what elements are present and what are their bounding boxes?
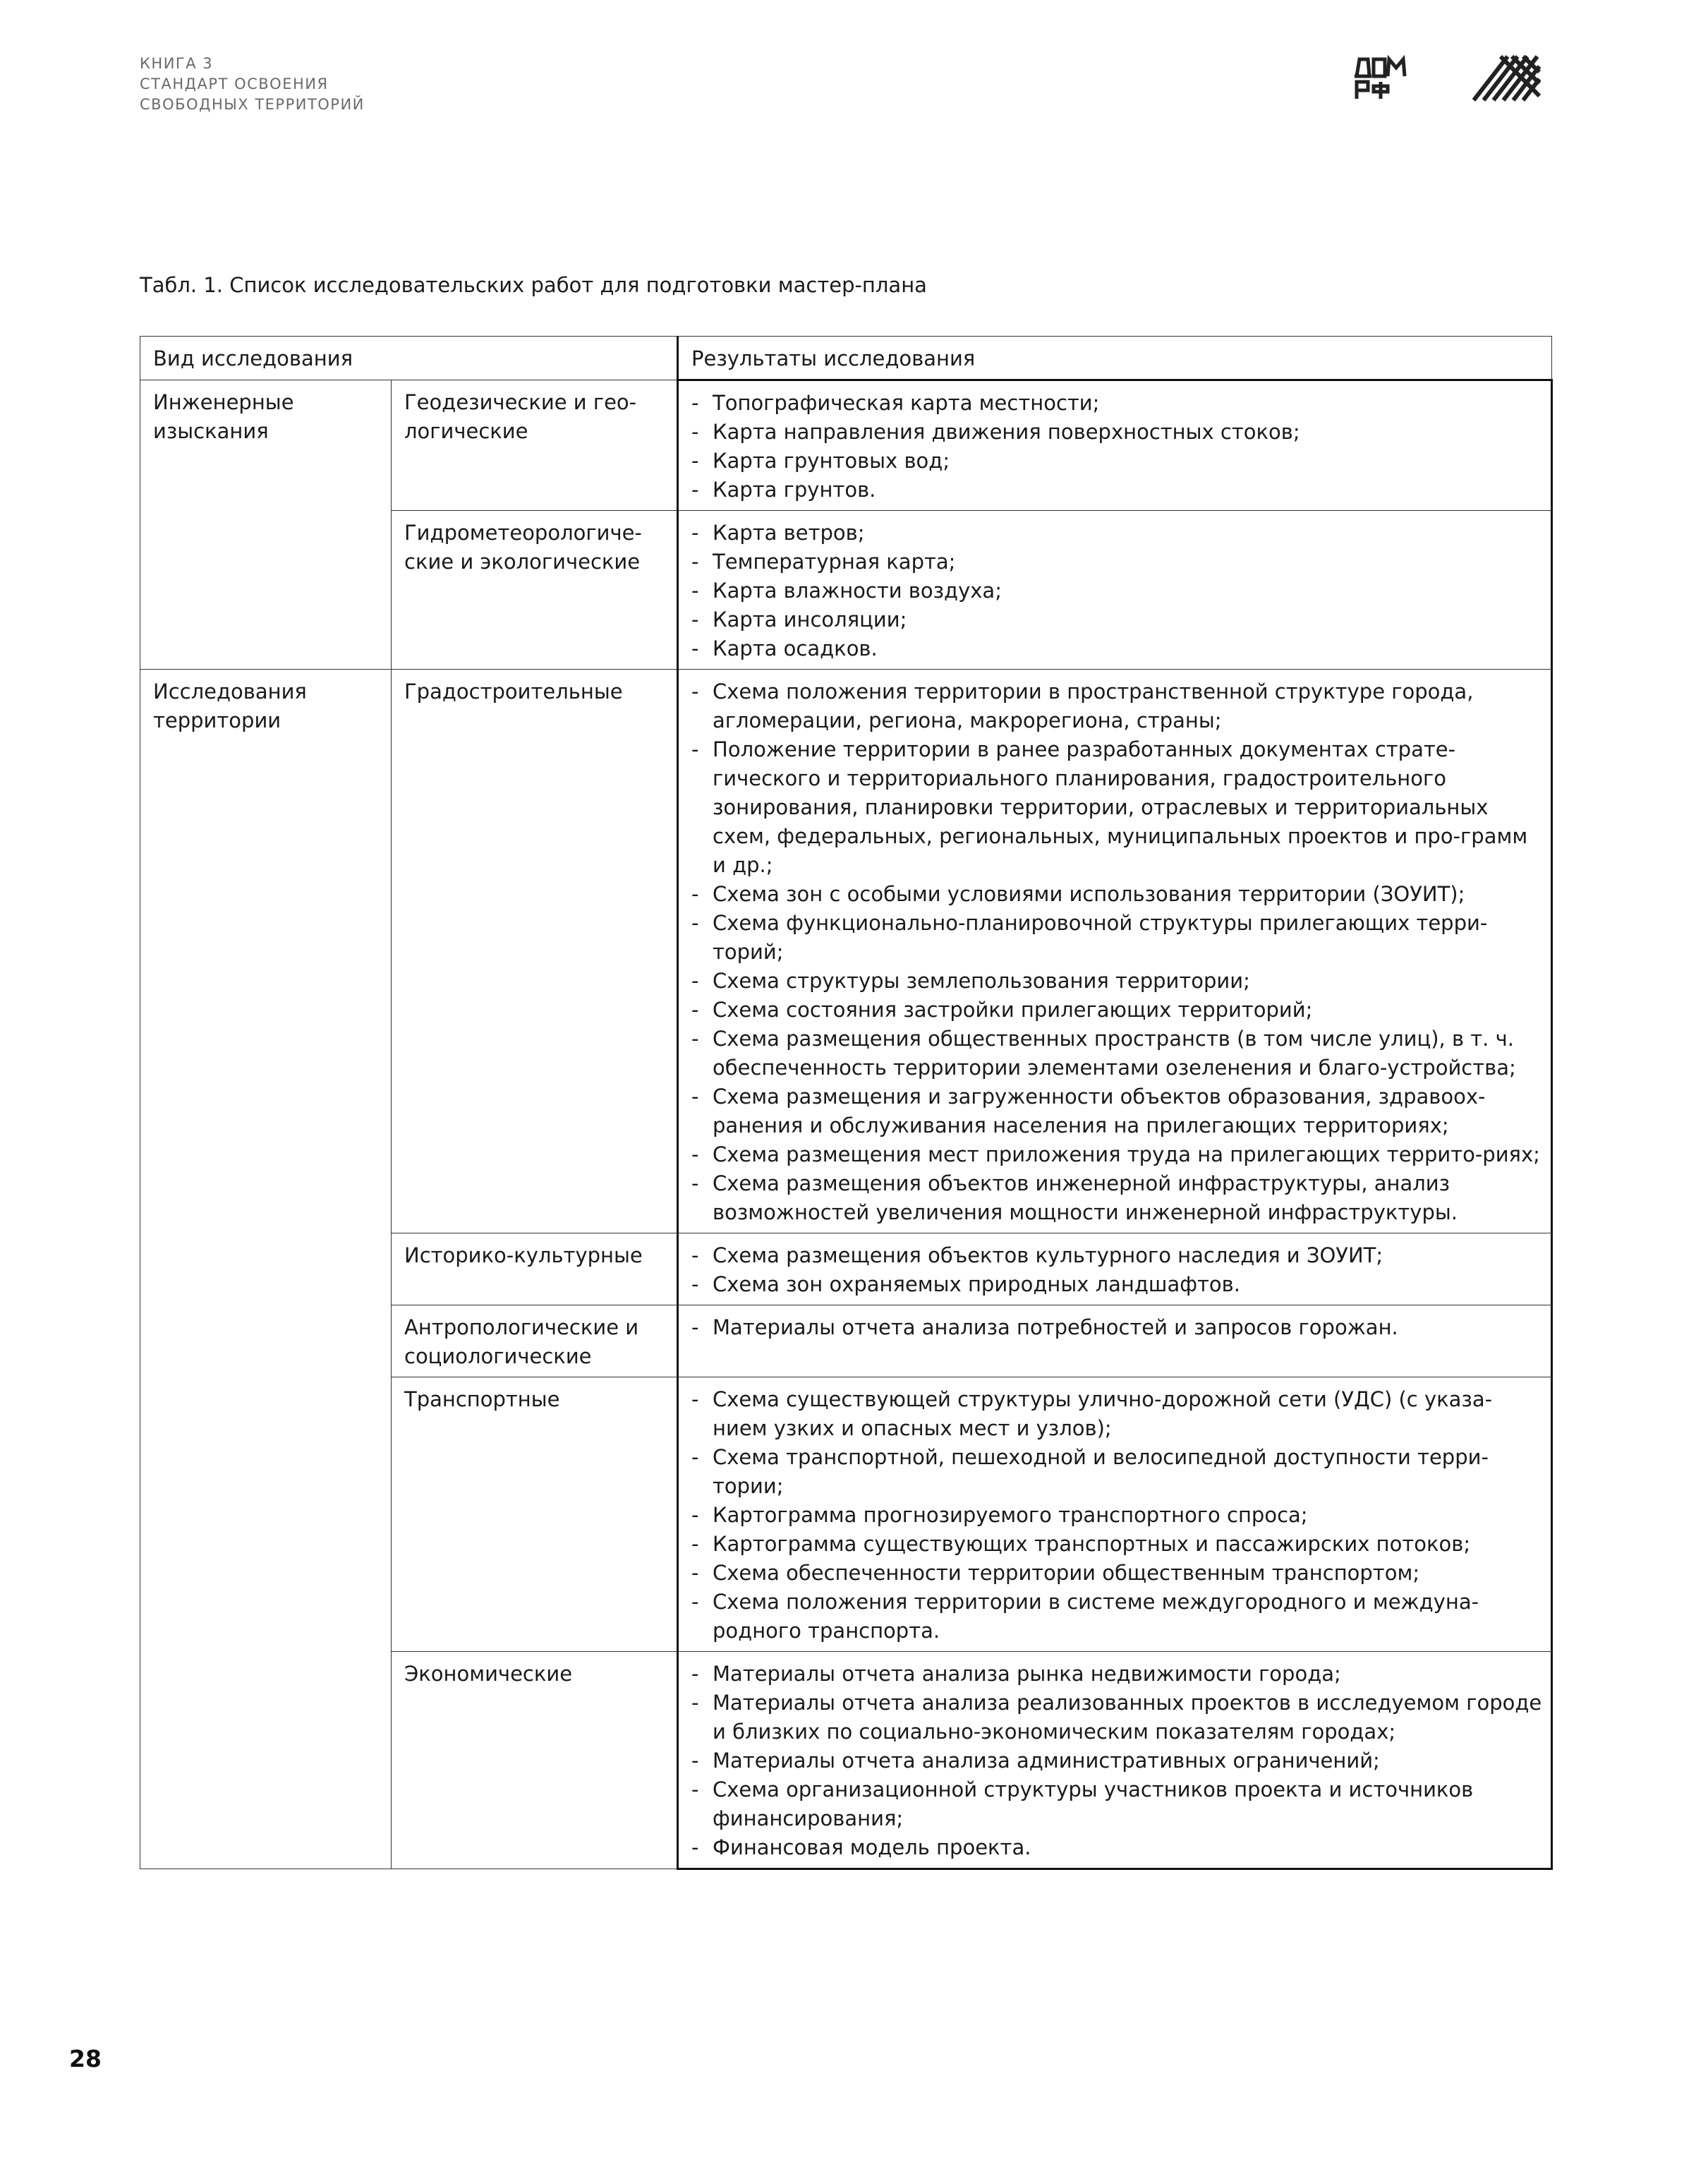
results-list (689, 1241, 1544, 1299)
result-item: - Схема положения территории в пространственной структуре города, агломерации, региона, макрорегиона, страны; (689, 677, 1544, 735)
result-item: - Картограмма существующих транспортных и пассажирских потоков; (689, 1530, 1544, 1559)
result-item: - Карта инсоляции; (689, 605, 1544, 634)
results-list (689, 1313, 1544, 1342)
subcategory-cell: Антропологические и социологические (392, 1305, 678, 1377)
subcategory-cell: Историко-культурные (392, 1233, 678, 1305)
subcategory-cell: Транспортные (392, 1377, 678, 1652)
result-item: - Схема зон с особыми условиями использования территории (ЗОУИТ); (689, 880, 1544, 909)
subcategory-cell: Градостроительные (392, 670, 678, 1233)
subcategory-cell: Гидрометеорологиче-ские и экологические (392, 511, 678, 670)
table-caption: Табл. 1. Список исследовательских работ для подготовки мастер-плана (140, 273, 927, 297)
results-list (689, 519, 1544, 663)
result-item: - Схема размещения мест приложения труда на прилегающих террито-риях; (689, 1140, 1544, 1169)
result-item: - Схема размещения общественных пространств (в том числе улиц), в т. ч. обеспеченность территории элементами озеленения и благо-устройства; (689, 1025, 1544, 1082)
results-cell (678, 511, 1552, 670)
dom-rf-logo (1352, 55, 1407, 102)
book-header-line: СТАНДАРТ ОСВОЕНИЯ (140, 76, 329, 92)
results-cell (678, 1305, 1552, 1377)
results-list (689, 677, 1544, 1227)
result-item: - Финансовая модель проекта. (689, 1833, 1544, 1862)
result-item: - Схема положения территории в системе междугородного и междуна-родного транспорта. (689, 1588, 1544, 1646)
result-item: - Схема состояния застройки прилегающих территорий; (689, 996, 1544, 1025)
result-item: - Схема существующей структуры улично-дорожной сети (УДС) (с указа-нием узких и опасных мест и узлов); (689, 1385, 1544, 1443)
result-item: - Карта ветров; (689, 519, 1544, 548)
page-number: 28 (69, 2045, 102, 2072)
result-item: - Картограмма прогнозируемого транспортного спроса; (689, 1501, 1544, 1530)
table-header-row (140, 337, 1552, 380)
result-item: - Карта грунтов. (689, 476, 1544, 505)
result-item: - Температурная карта; (689, 548, 1544, 577)
subcategory-cell: Геодезические и гео-логические (392, 380, 678, 511)
table-row (140, 670, 1552, 1233)
result-item: - Материалы отчета анализа потребностей и запросов горожан. (689, 1313, 1544, 1342)
subcategory-cell: Экономические (392, 1652, 678, 1869)
result-item: - Схема транспортной, пешеходной и велосипедной доступности терри-тории; (689, 1443, 1544, 1501)
result-item: - Топографическая карта местности; (689, 389, 1544, 418)
category-cell: Исследования территории (140, 670, 392, 1869)
results-cell (678, 1377, 1552, 1652)
result-item: - Карта грунтовых вод; (689, 447, 1544, 476)
result-item: - Схема размещения и загруженности объектов образования, здравоох-ранения и обслуживания населения на прилегающих территориях; (689, 1082, 1544, 1140)
results-cell (678, 1652, 1552, 1869)
result-item: - Схема структуры землепользования территории; (689, 967, 1544, 996)
result-item: - Положение территории в ранее разработанных документах страте-гического и территориального планирования, градостроительного зонирования, планировки территории, отраслевых и территориальных схем, федеральных, региональных, муниципальных проектов и про-грамм и др.; (689, 735, 1544, 880)
result-item: - Схема обеспеченности территории общественным транспортом; (689, 1559, 1544, 1588)
result-item: - Карта влажности воздуха; (689, 577, 1544, 605)
book-header-line: СВОБОДНЫХ ТЕРРИТОРИЙ (140, 96, 365, 113)
results-cell (678, 1233, 1552, 1305)
pattern-logo (1472, 55, 1541, 102)
results-list (689, 1660, 1544, 1862)
book-header-line: КНИГА 3 (140, 55, 214, 72)
result-item: - Схема зон охраняемых природных ландшафтов. (689, 1270, 1544, 1299)
result-item: - Материалы отчета анализа рынка недвижимости города; (689, 1660, 1544, 1689)
header-results-cell: Результаты исследования (678, 337, 1552, 380)
result-item: - Схема организационной структуры участников проекта и источников финансирования; (689, 1775, 1544, 1833)
results-list (689, 389, 1544, 505)
result-item: - Материалы отчета анализа реализованных проектов в исследуемом городе и близких по социально-экономическим показателям городах; (689, 1689, 1544, 1746)
book-header (140, 54, 365, 115)
result-item: - Схема размещения объектов культурного наследия и ЗОУИТ; (689, 1241, 1544, 1270)
result-item: - Схема функционально-планировочной структуры прилегающих терри-торий; (689, 909, 1544, 967)
table-row (140, 380, 1552, 511)
results-cell (678, 670, 1552, 1233)
results-list (689, 1385, 1544, 1646)
research-table (140, 336, 1553, 1870)
result-item: - Карта осадков. (689, 634, 1544, 663)
result-item: - Схема размещения объектов инженерной инфраструктуры, анализ возможностей увеличения мощности инженерной инфраструктуры. (689, 1169, 1544, 1227)
result-item: - Материалы отчета анализа административных ограничений; (689, 1746, 1544, 1775)
category-cell: Инженерные изыскания (140, 380, 392, 670)
header-type-cell: Вид исследования (140, 337, 678, 380)
result-item: - Карта направления движения поверхностных стоков; (689, 418, 1544, 447)
results-cell (678, 380, 1552, 511)
